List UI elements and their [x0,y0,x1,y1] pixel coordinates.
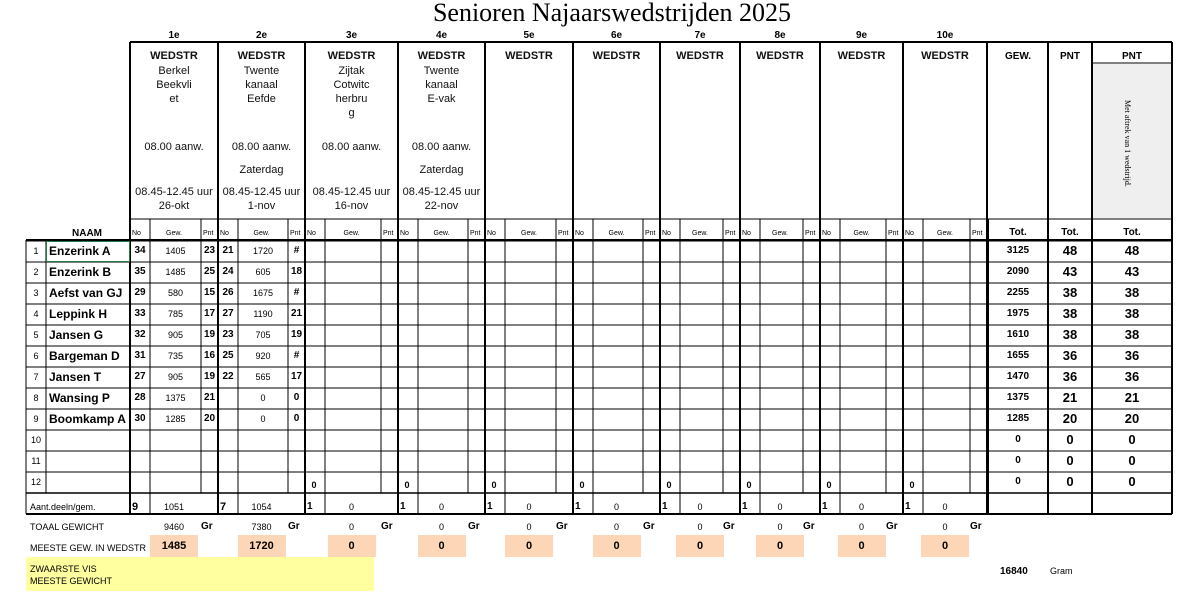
total-points-adjusted: 36 [1124,348,1140,363]
participant-name[interactable]: Jansen T [49,370,102,384]
entry-weight[interactable]: 705 [255,330,271,340]
meeste-gewicht-label: MEESTE GEWICHT [30,576,113,586]
round-number: 2e [255,30,268,41]
aant-average: 1051 [163,502,185,512]
entry-number[interactable] [218,451,238,471]
row-index: 8 [33,393,39,403]
pnt-column-label: Pnt [203,230,214,237]
competition-location: E-vak [427,93,456,105]
aant-count: 9 [132,501,139,513]
wedstr-label: WEDSTR [756,50,804,62]
gram-unit: Gr [556,521,568,532]
total-points: 20 [1062,411,1078,426]
participant-name[interactable]: Bargeman D [49,349,120,363]
pnt-header: PNT [1060,51,1080,62]
entry-points[interactable]: 21 [203,392,216,403]
wedstr-label: WEDSTR [237,50,286,62]
competition-header [218,49,305,214]
no-column-label: No [575,230,584,237]
total-points-adjusted: 0 [1128,453,1136,468]
pnt-column-label: Pnt [972,230,983,237]
aant-average: 0 [613,502,619,512]
row-index: 12 [30,477,41,487]
competition-location: Berkel [158,65,190,77]
total-points: 0 [1066,453,1074,468]
entry-number[interactable]: 23 [222,329,234,340]
total-points: 38 [1062,285,1078,300]
gew-column-label: Gew. [433,230,450,237]
pnt-column-label: Pnt [888,230,899,237]
entry-weight[interactable]: 905 [167,330,184,340]
note-cell [1092,64,1172,218]
grand-total-unit: Gram [1050,566,1073,576]
fishing-time: 08.45-12.45 uur [312,186,391,198]
entry-number[interactable] [130,472,150,492]
entry-weight[interactable]: 1285 [165,414,186,424]
gram-unit: Gr [468,521,480,532]
row-index: 10 [30,435,41,445]
participant-name[interactable]: Jansen G [49,328,104,342]
total-points-adjusted: 21 [1124,390,1140,405]
total-points-adjusted: 38 [1124,327,1140,342]
aant-count: 1 [822,501,828,512]
competition-location: Beekvli [156,79,192,91]
participant-name[interactable]: Boomkamp A [49,412,126,426]
entry-number[interactable]: 35 [134,266,146,277]
gew-column-label: Gew. [253,230,270,237]
most-weight-cell[interactable]: 0 [838,535,886,557]
most-weight-cell[interactable]: 0 [418,535,466,557]
entry-weight[interactable]: 1405 [165,246,186,256]
fishing-time: 08.45-12.45 uur [135,186,213,198]
tot-label: Tot. [1123,227,1141,238]
naam-header: NAAM [72,228,102,239]
total-weight-round: 9460 [163,522,185,532]
entry-number[interactable]: 27 [134,371,146,382]
aant-average: 1054 [251,502,272,512]
total-weight: 1285 [1006,413,1030,424]
competition-location: g [348,107,355,119]
aant-average: 0 [348,502,354,512]
total-weight-round: 0 [526,522,532,532]
gew-column-label: Gew. [772,230,788,237]
fishing-time: 08.45-12.45 uur [222,186,301,198]
competition-location: kanaal [245,79,278,91]
row-index: 3 [33,288,39,298]
total-weight-round: 0 [777,522,783,532]
most-weight-cell[interactable]: 1485 [150,535,198,557]
entry-number: 0 [404,480,410,490]
total-points: 38 [1062,327,1078,342]
entry-number: 0 [579,480,585,490]
wedstr-label: WEDSTR [150,50,198,62]
participant-name[interactable]: Enzerink B [49,265,112,279]
competition-date: 16-nov [334,200,369,212]
pnt-column-label: Pnt [558,230,569,237]
total-points: 36 [1062,369,1078,384]
gram-unit: Gr [381,521,393,532]
pnt-column-label: Pnt [290,230,301,237]
total-points-adjusted: 43 [1124,264,1140,279]
round-number: 6e [610,30,623,41]
aant-average: 0 [777,502,783,512]
entry-points[interactable]: 23 [203,245,216,256]
entry-points[interactable] [288,451,305,471]
entry-number: 0 [826,480,832,490]
entry-weight[interactable]: 580 [167,288,184,298]
no-column-label: No [822,230,831,237]
entry-number[interactable]: 30 [134,413,146,424]
competition-location: et [169,93,179,105]
entry-number[interactable]: 28 [134,392,146,403]
total-weight: 0 [1015,434,1021,445]
total-weight: 0 [1015,455,1021,466]
gew-header: GEW. [1004,51,1032,62]
most-weight-cell[interactable]: 0 [756,535,804,557]
entry-number: 0 [909,480,915,490]
total-points-adjusted: 36 [1124,369,1140,384]
fishing-time: 08.45-12.45 uur [402,186,481,198]
entry-points[interactable] [288,472,305,492]
aant-average: 0 [526,502,532,512]
gram-unit: Gr [643,521,655,532]
entry-number[interactable]: 27 [222,308,234,319]
aant-count: 1 [400,501,406,512]
gew-column-label: Gew. [521,230,537,237]
entry-points[interactable]: 17 [290,371,303,382]
total-weight: 2255 [1006,287,1030,298]
entry-weight[interactable] [238,451,288,471]
entry-points[interactable] [201,472,218,492]
arrival-time: 08.00 aanw. [231,141,292,153]
zwaarste-vis-box[interactable] [26,557,374,591]
entry-number[interactable]: 26 [222,287,234,298]
wedstr-label: WEDSTR [921,50,969,62]
aant-count: 1 [742,501,748,512]
wedstr-label: WEDSTR [837,50,886,62]
row-index: 11 [31,456,41,466]
round-number: 10e [936,30,954,41]
competition-header [820,49,903,214]
total-points-adjusted: 38 [1124,306,1140,321]
entry-weight[interactable]: 735 [167,351,184,361]
entry-points[interactable]: 25 [203,266,216,277]
pnt-column-label: Pnt [805,230,816,237]
total-weight-round: 0 [697,522,703,532]
round-number: 1e [168,30,180,41]
entry-weight[interactable]: 1190 [253,309,273,319]
total-weight: 0 [1015,476,1021,487]
competition-location: Twente [243,65,280,77]
zwaarste-vis-label: ZWAARSTE VIS [30,564,97,574]
competition-location: Cotwitc [333,79,370,91]
entry-number[interactable] [218,430,238,450]
entry-number[interactable]: 29 [134,287,146,298]
total-points-adjusted: 48 [1124,243,1140,258]
entry-weight[interactable] [150,472,201,492]
most-weight-cell[interactable]: 0 [505,535,553,557]
entry-points[interactable]: 0 [293,392,300,403]
total-weight: 1470 [1006,371,1030,382]
aant-label: Aant.deeln/gem. [30,502,96,512]
total-weight: 2090 [1006,266,1030,277]
competition-date: 1-nov [247,200,276,212]
aant-average: 0 [858,502,864,512]
wedstr-label: WEDSTR [676,50,724,62]
entry-weight[interactable]: 1485 [165,267,186,277]
gram-unit: Gr [886,521,898,532]
round-number: 8e [774,30,786,41]
pnt-column-label: Pnt [470,230,481,237]
entry-number: 0 [746,480,752,490]
total-points-adjusted: 0 [1128,432,1136,447]
entry-points[interactable]: 16 [203,350,216,361]
no-column-label: No [400,230,409,237]
gew-column-label: Gew. [343,230,360,237]
most-weight-cell[interactable]: 0 [593,535,641,557]
gram-unit: Gr [288,521,300,532]
wedstr-label: WEDSTR [417,50,466,62]
competition-header [740,49,820,214]
no-column-label: No [905,230,914,237]
entry-weight[interactable]: 0 [260,414,266,424]
gram-unit: Gr [201,521,213,532]
entry-number[interactable]: 24 [222,266,234,277]
gew-column-label: Gew. [166,230,182,237]
wedstr-label: WEDSTR [592,50,641,62]
entry-points[interactable]: 0 [293,413,300,424]
entry-points[interactable]: 19 [203,329,216,340]
entry-weight[interactable] [150,430,201,450]
entry-points[interactable] [201,451,218,471]
competition-header [660,49,740,214]
entry-points[interactable]: # [293,350,300,361]
entry-points[interactable]: 19 [290,329,303,340]
competition-header [305,49,398,214]
competition-header [130,49,218,214]
no-column-label: No [742,230,751,237]
most-weight-cell[interactable]: 0 [676,535,724,557]
entry-points[interactable] [288,430,305,450]
total-weight: 3125 [1006,245,1030,256]
competition-location: Eefde [247,93,276,105]
row-index: 1 [33,246,39,256]
total-points: 43 [1062,264,1078,279]
entry-number: 0 [311,480,317,490]
entry-points[interactable]: 19 [203,371,216,382]
wedstr-label: WEDSTR [505,50,553,62]
arrival-time: 08.00 aanw. [144,141,204,153]
round-number: 3e [345,30,358,41]
total-points: 48 [1062,243,1078,258]
gram-unit: Gr [803,521,815,532]
total-weight-round: 7380 [251,522,272,532]
vertical-note: Met aftrek van 1 wedstrijd. [1123,100,1132,187]
total-points: 0 [1066,432,1074,447]
entry-weight[interactable]: 785 [167,309,184,319]
entry-weight[interactable]: 905 [167,372,184,382]
row-index: 4 [33,309,39,319]
entry-weight[interactable]: 565 [255,372,271,382]
competition-date: 22-nov [424,200,459,212]
entry-points[interactable] [201,430,218,450]
row-index: 5 [33,330,39,340]
entry-weight[interactable] [238,430,288,450]
participant-name[interactable]: Enzerink A [49,244,111,258]
competition-header [573,49,660,214]
aant-count: 1 [575,501,581,512]
participant-name[interactable]: Wansing P [49,391,110,405]
entry-number[interactable] [130,430,150,450]
competition-header [398,49,485,214]
total-points-adjusted: 20 [1124,411,1140,426]
no-column-label: No [487,230,496,237]
entry-number: 0 [491,480,497,490]
entry-points[interactable]: 17 [203,308,216,319]
total-points: 38 [1062,306,1078,321]
entry-weight[interactable]: 1720 [252,246,274,256]
entry-weight[interactable]: 1675 [252,288,274,298]
total-points: 21 [1062,390,1078,405]
entry-weight[interactable]: 0 [260,393,266,403]
most-weight-cell[interactable]: 0 [328,535,376,557]
tot-label: Tot. [1061,227,1079,238]
gew-column-label: Gew. [608,230,625,237]
competition-header [485,49,573,214]
total-points-adjusted: 0 [1128,474,1136,489]
gram-unit: Gr [723,521,735,532]
round-number: 5e [523,30,535,41]
entry-number[interactable] [218,472,238,492]
aant-count: 1 [487,501,493,512]
round-number: 4e [435,30,448,41]
participant-name[interactable]: Leppink H [49,307,108,321]
no-column-label: No [220,230,229,237]
entry-points[interactable]: 21 [290,308,303,319]
total-points: 0 [1066,474,1074,489]
entry-number[interactable] [130,451,150,471]
entry-number[interactable] [218,409,238,429]
entry-number: 0 [666,480,672,490]
no-column-label: No [307,230,316,237]
competition-location: herbru [335,93,368,105]
total-weight: 1655 [1006,350,1030,361]
aant-count: 1 [307,501,313,512]
row-index: 9 [33,414,39,424]
entry-points[interactable]: # [293,287,300,298]
competition-location: Zijtak [338,65,365,77]
round-number: 9e [855,30,868,41]
total-weight-round: 0 [613,522,619,532]
most-weight-cell[interactable]: 1720 [238,535,286,557]
aant-count: 1 [905,501,911,512]
entry-weight[interactable]: 920 [255,351,271,361]
entry-number[interactable]: 33 [134,308,146,319]
pnt-column-label: Pnt [725,230,736,237]
arrival-time: 08.00 aanw. [411,141,472,153]
pnt-column-label: Pnt [383,230,394,237]
total-points: 36 [1062,348,1078,363]
grand-total: 16840 [1000,566,1028,577]
pnt-column-label: Pnt [645,230,656,237]
total-points-adjusted: 38 [1124,285,1140,300]
aant-average: 0 [942,502,948,512]
entry-number[interactable]: 25 [222,350,234,361]
no-column-label: No [132,230,141,237]
pnt-header-2: PNT [1122,51,1142,62]
competition-location: Twente [423,65,460,77]
competition-day: Zaterdag [419,164,464,176]
meeste-label: MEESTE GEW. IN WEDSTR [30,543,147,553]
total-weight-round: 0 [942,522,948,532]
totaal-label: TOAAL GEWICHT [30,522,105,532]
no-column-label: No [662,230,671,237]
aant-average: 0 [438,502,444,512]
entry-weight[interactable] [150,451,201,471]
competition-date: 26-okt [158,200,190,212]
selected-cell[interactable] [46,241,130,262]
total-weight-round: 0 [858,522,864,532]
entry-number[interactable]: 31 [134,350,146,361]
entry-number[interactable]: 32 [134,329,146,340]
entry-number[interactable]: 22 [222,371,234,382]
gew-column-label: Gew. [937,230,953,237]
competition-header [903,49,987,214]
competition-location: kanaal [425,79,458,91]
aant-average: 0 [697,502,703,512]
entry-points[interactable]: 20 [203,413,216,424]
entry-weight[interactable] [238,472,288,492]
sheet-title: Senioren Najaarswedstrijden 2025 [432,0,792,27]
total-weight-round: 0 [438,522,444,532]
gew-column-label: Gew. [853,230,870,237]
total-weight: 1975 [1006,308,1030,319]
entry-number[interactable] [218,388,238,408]
entry-points[interactable]: 15 [203,287,216,298]
row-index: 7 [33,372,39,382]
arrival-time: 08.00 aanw. [321,141,382,153]
aant-count: 7 [220,501,227,513]
entry-number[interactable]: 34 [134,245,146,256]
most-weight-cell[interactable]: 0 [921,535,969,557]
row-index: 6 [33,351,39,361]
round-number: 7e [694,30,706,41]
competition-day: Zaterdag [239,164,284,176]
gram-unit: Gr [970,521,982,532]
entry-weight[interactable]: 605 [255,267,271,277]
entry-number[interactable]: 21 [222,245,234,256]
entry-weight[interactable]: 1375 [165,393,186,403]
gew-column-label: Gew. [692,230,708,237]
entry-points[interactable]: 18 [290,266,303,277]
participant-name[interactable]: Aefst van GJ [49,286,123,300]
total-weight-round: 0 [348,522,354,532]
row-index: 2 [33,267,39,277]
aant-count: 1 [662,501,668,512]
entry-points[interactable]: # [293,245,300,256]
total-weight: 1610 [1006,329,1030,340]
total-weight: 1375 [1006,392,1030,403]
wedstr-label: WEDSTR [327,50,376,62]
tot-label: Tot. [1009,227,1027,238]
